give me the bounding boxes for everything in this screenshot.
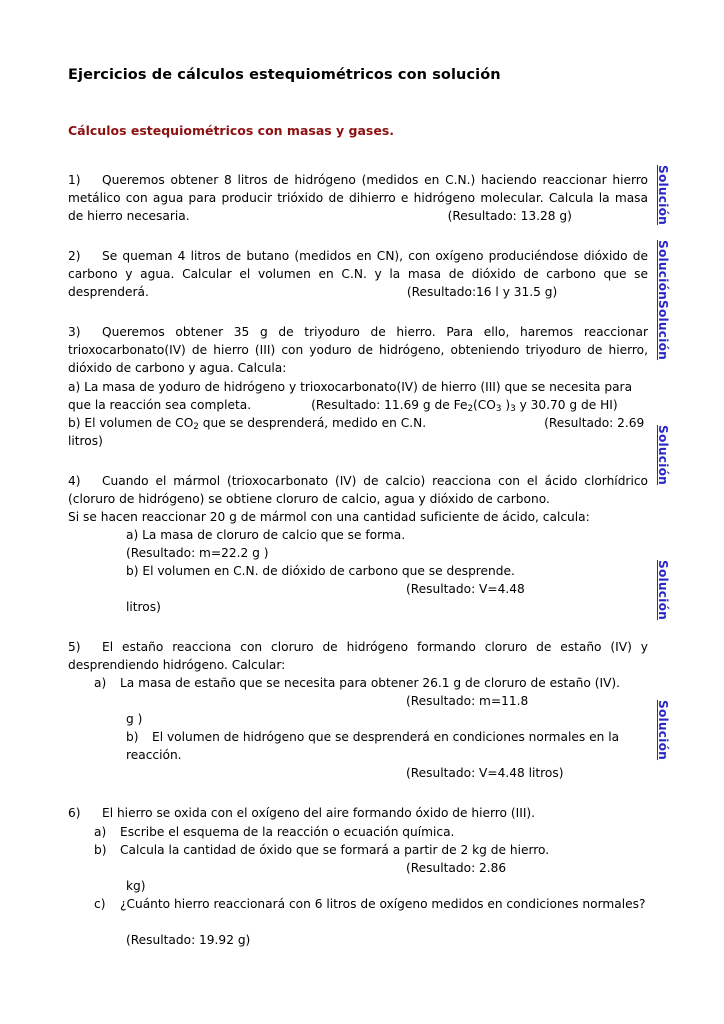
- exercise-6-item-b-letter: b): [94, 842, 107, 857]
- formula-mid2: ): [501, 397, 511, 412]
- exercise-6: [68, 804, 648, 948]
- exercise-1: [68, 171, 648, 225]
- exercise-5-item-a: [68, 674, 648, 692]
- exercise-4: [68, 472, 648, 616]
- exercise-3-item-a-text: a) La masa de yoduro de hidrógeno y trioxocarbonato(IV) de hierro (III) que se necesita para que la reacción sea completa.: [68, 379, 633, 412]
- exercise-4-item-b: b) El volumen en C.N. de dióxido de carbono que se desprende.: [126, 563, 515, 578]
- exercise-3-text: Queremos obtener 35 g de triyoduro de hierro. Para ello, haremos reaccionar trioxocarbonato(IV) de hierro (III) con yoduro de hidrógeno, obteniendo triyoduro de hierro, dióxido de carbono y agua. Calcula:: [68, 325, 648, 376]
- exercise-6-item-c-text: ¿Cuánto hierro reaccionará con 6 litros de oxígeno medidos en condiciones normales?: [120, 896, 646, 911]
- exercise-4-item-a-text: a) La masa de cloruro de calcio que se forma.: [126, 527, 406, 542]
- exercise-4-body: [68, 472, 648, 508]
- exercise-4-item-b-result-line2: litros): [126, 600, 161, 615]
- exercise-5-item-b-result: [68, 764, 648, 782]
- solucion-link-exercise-5[interactable]: Solución: [656, 560, 670, 621]
- exercise-6-item-b-result-line1: [68, 859, 648, 877]
- exercise-2-result: (Resultado:16 l y 31.5 g): [406, 285, 558, 300]
- exercise-6-item-c-letter: c): [94, 896, 106, 911]
- exercise-6-item-b-result-line2: kg): [126, 878, 146, 893]
- exercise-4-body-line2: Si se hacen reaccionar 20 g de mármol con una cantidad suficiente de ácido, calcula:: [68, 509, 590, 524]
- exercise-5-item-b: [68, 728, 648, 764]
- exercise-1-text: Queremos obtener 8 litros de hidrógeno (medidos en C.N.) haciendo reaccionar hierro metálico con agua para producir trióxido de dihierro e hidrógeno molecular. Calcula la masa de hierro necesaria.: [68, 173, 648, 224]
- exercise-3-item-b-prefix: b) El volumen de CO: [68, 415, 194, 430]
- exercise-5-body: [68, 638, 648, 674]
- exercise-6-item-c-result: (Resultado: 19.92 g): [126, 932, 251, 947]
- exercise-3-item-a-result: [311, 398, 618, 412]
- exercise-4-text: Cuando el mármol (trioxocarbonato (IV) de calcio) reacciona con el ácido clorhídrico (cloruro de hidrógeno) se obtiene cloruro de calcio, agua y dióxido de carbono.: [68, 473, 648, 506]
- subscript-3: 3: [495, 403, 502, 414]
- exercise-2-body: [68, 247, 648, 301]
- exercise-4-item-b-result: (Resultado: V=4.48: [406, 581, 525, 596]
- exercise-4-item-b-result-line1: [68, 580, 648, 598]
- exercise-6-item-b-result: (Resultado: 2.86: [406, 860, 507, 875]
- solucion-link-exercise-4[interactable]: Solución: [656, 425, 670, 486]
- exercise-6-item-a: [68, 823, 648, 841]
- exercise-3: [68, 323, 648, 449]
- exercise-6-item-b: [68, 841, 648, 859]
- exercise-5-item-a-result-line1: [68, 692, 648, 710]
- exercise-1-body: [68, 171, 648, 225]
- exercise-2: [68, 247, 648, 301]
- subscript-co2: 2: [193, 421, 199, 432]
- exercise-6-item-c: [68, 895, 648, 913]
- document-content: [68, 0, 648, 949]
- exercise-5-item-a-result-line2: g ): [126, 712, 143, 727]
- exercise-6-text: El hierro se oxida con el oxígeno del aire formando óxido de hierro (III).: [102, 806, 536, 821]
- exercise-6-number: 6): [68, 806, 81, 821]
- exercise-3-item-b: [68, 414, 648, 450]
- exercise-5-item-b-text: El volumen de hidrógeno que se desprenderá en condiciones normales en la reacción.: [126, 730, 620, 763]
- exercise-2-number: 2): [68, 249, 81, 264]
- exercise-5-number: 5): [68, 640, 81, 655]
- exercise-4-item-a-result: (Resultado: m=22.2 g ): [126, 545, 269, 560]
- exercise-2-text: Se queman 4 litros de butano (medidos en CN), con oxígeno produciéndose dióxido de carbono y agua. Calcular el volumen en C.N. y la masa de dióxido de carbono que se desprenderá.: [68, 249, 648, 300]
- solucion-link-exercise-1[interactable]: Solución: [656, 165, 670, 226]
- exercise-1-number: 1): [68, 173, 81, 188]
- exercise-6-body: [68, 804, 648, 822]
- exercise-3-body: [68, 323, 648, 377]
- exercise-6-item-b-text: Calcula la cantidad de óxido que se formará a partir de 2 kg de hierro.: [120, 842, 550, 857]
- exercise-5-item-a-result: (Resultado: m=11.8: [406, 694, 529, 709]
- exercise-3-item-b-result: (Resultado: 2.69 litros): [68, 415, 645, 448]
- exercise-4-number: 4): [68, 473, 81, 488]
- exercise-5-item-a-text: La masa de estaño que se necesita para obtener 26.1 g de cloruro de estaño (IV).: [120, 676, 621, 691]
- solucion-link-exercise-2[interactable]: Solución: [656, 240, 670, 301]
- exercise-3-item-b-suffix: que se desprenderá, medido en C.N.: [198, 415, 427, 430]
- exercise-6-item-a-text: Escribe el esquema de la reacción o ecuación química.: [120, 824, 455, 839]
- solucion-link-exercise-3[interactable]: Solución: [656, 300, 670, 361]
- formula-prefix: (Resultado: 11.69 g de Fe: [311, 397, 468, 412]
- exercise-3-number: 3): [68, 325, 81, 340]
- formula-suffix: y 30.70 g de HI): [515, 397, 618, 412]
- subscript-3b: 3: [510, 403, 516, 414]
- section-heading: Cálculos estequiométricos con masas y gases.: [68, 122, 395, 138]
- formula-mid: (CO: [473, 397, 496, 412]
- exercise-5-text: El estaño reacciona con cloruro de hidrógeno formando cloruro de estaño (IV) y desprendiendo hidrógeno. Calcular:: [68, 640, 648, 673]
- exercise-5: [68, 638, 648, 782]
- exercise-3-item-a: [68, 378, 648, 414]
- exercise-6-item-a-letter: a): [94, 824, 107, 839]
- subscript-2: 2: [467, 403, 474, 414]
- exercise-1-result: (Resultado: 13.28 g): [447, 209, 572, 224]
- exercise-4-item-a: [68, 526, 648, 562]
- exercise-5-item-b-result-text: (Resultado: V=4.48 litros): [406, 766, 564, 781]
- solucion-link-exercise-6[interactable]: Solución: [656, 700, 670, 761]
- page-title: Ejercicios de cálculos estequiométricos con solución: [68, 67, 501, 83]
- exercise-5-item-b-letter: b): [126, 730, 139, 745]
- exercise-5-item-a-letter: a): [94, 676, 107, 691]
